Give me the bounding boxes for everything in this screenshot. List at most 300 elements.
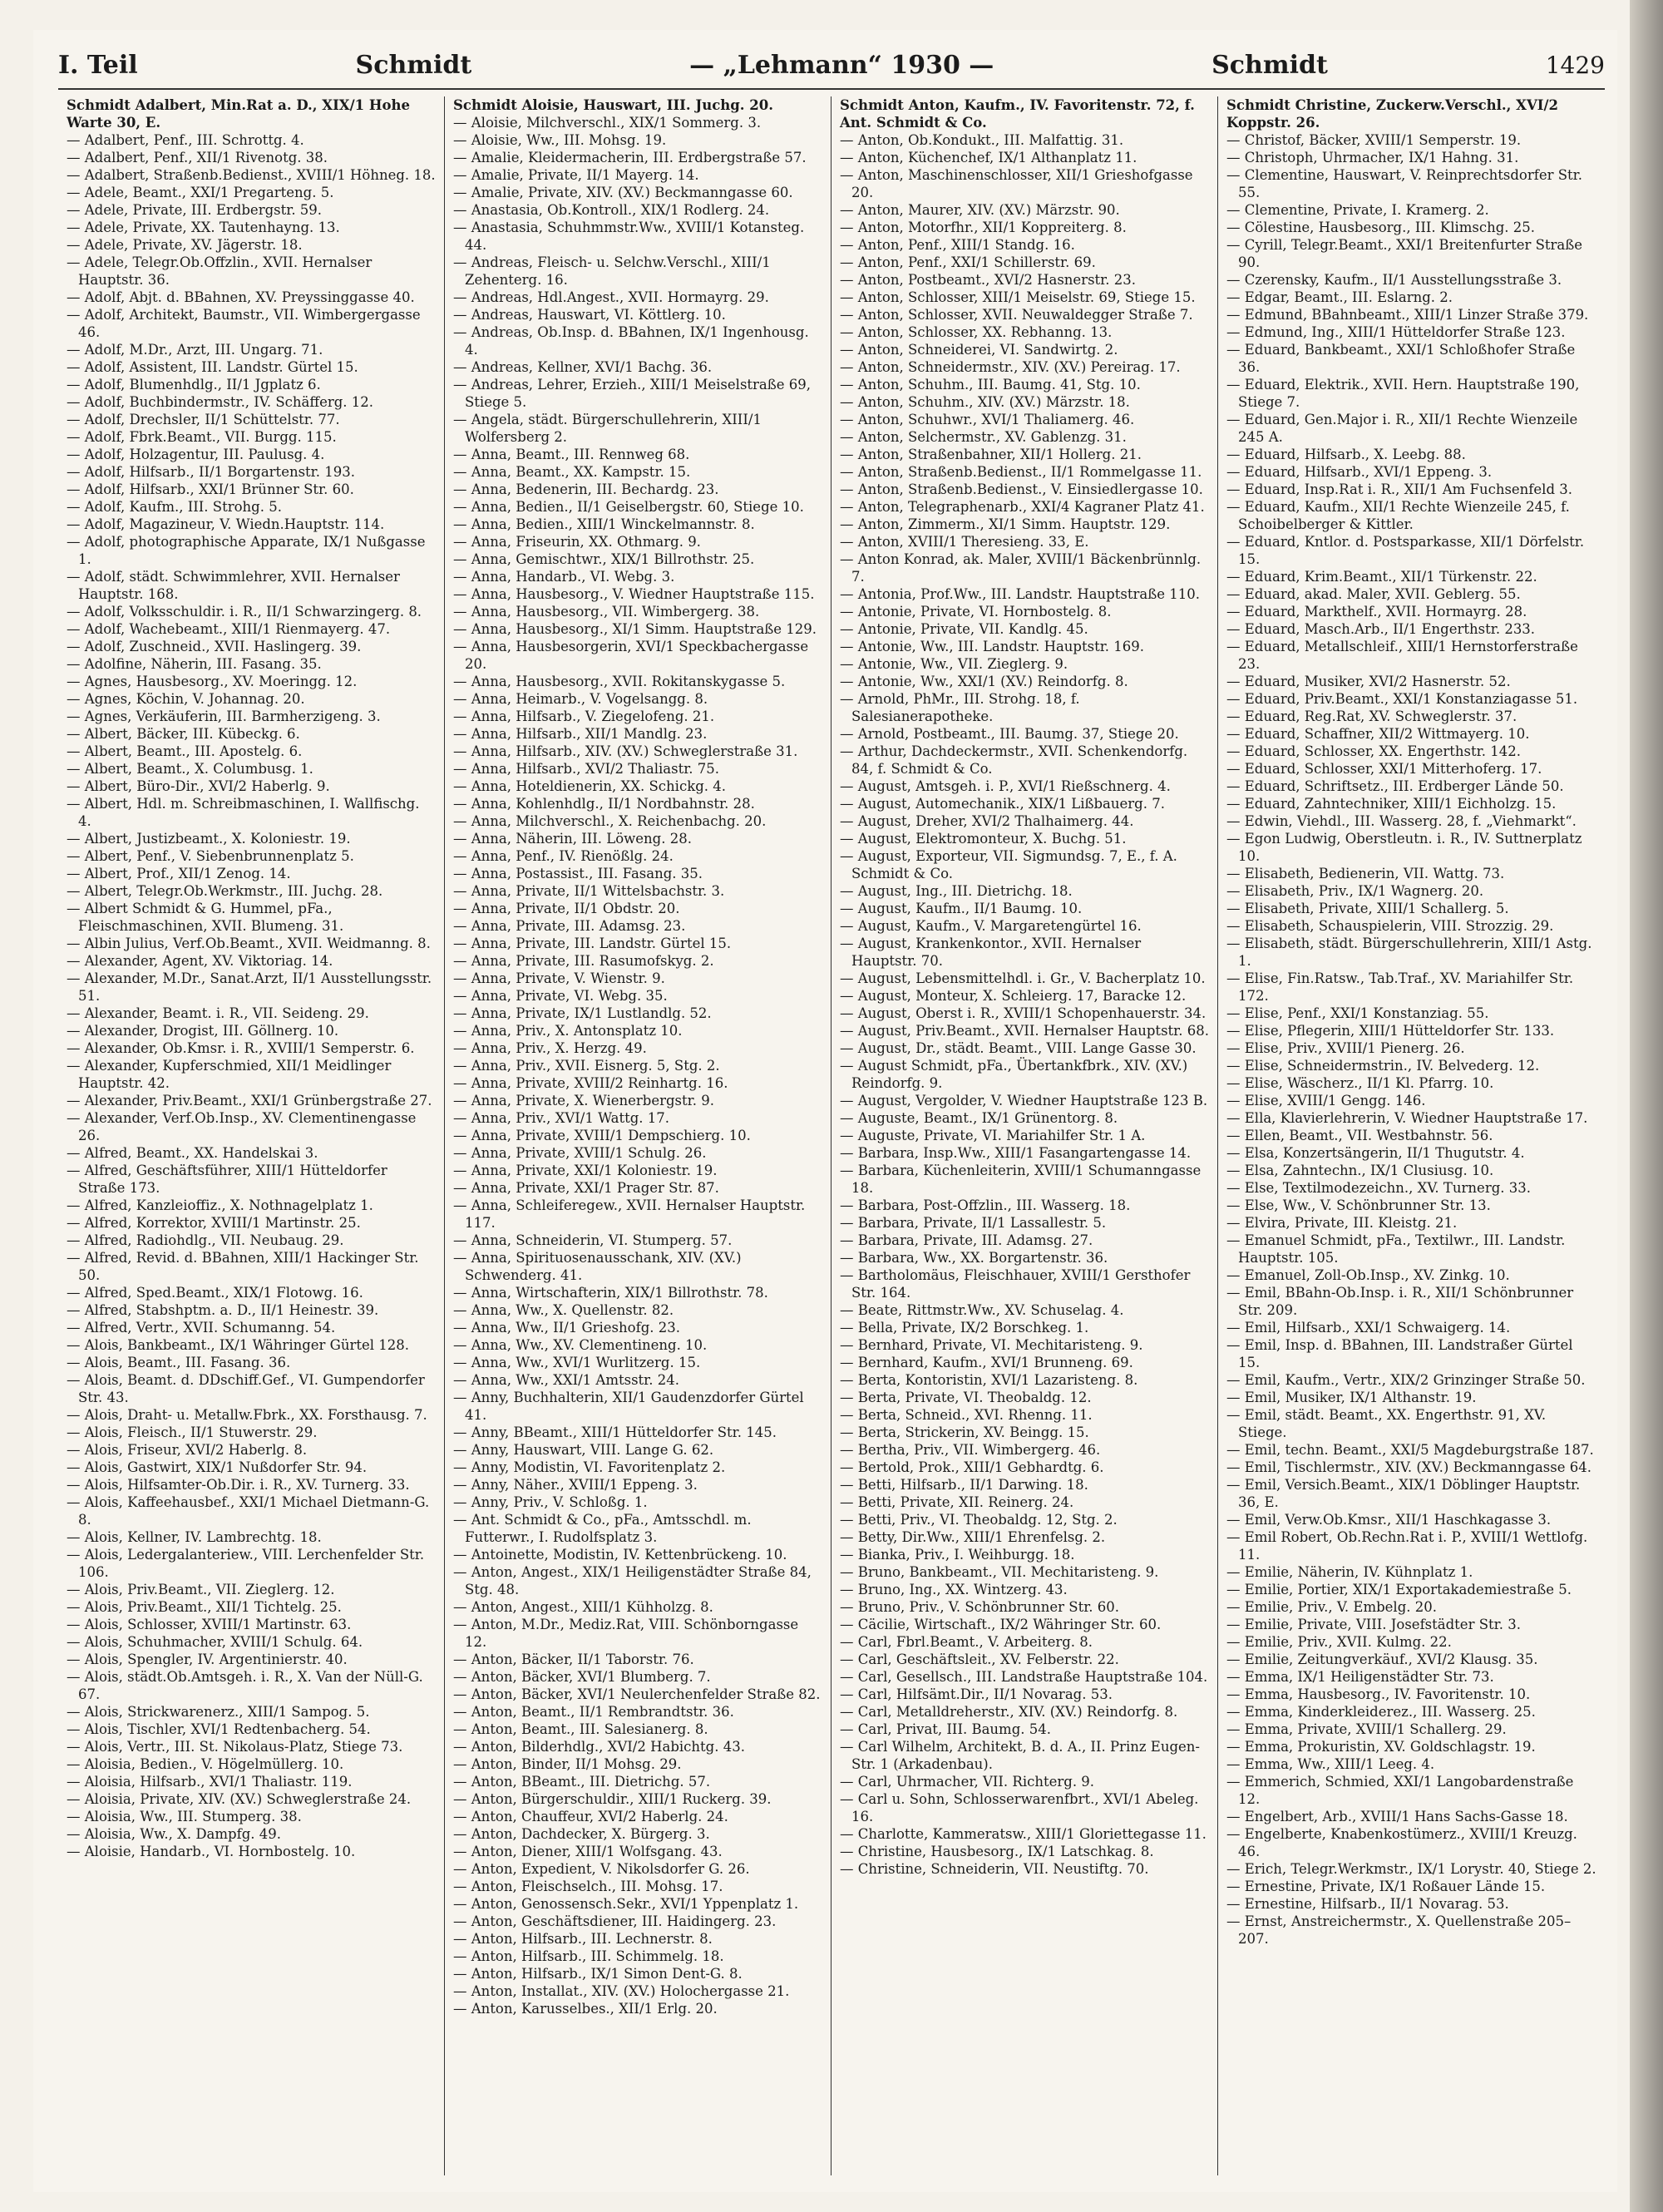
directory-entry: — Anton, Expedient, V. Nikolsdorfer G. 26. (453, 1860, 822, 1878)
directory-entry: — Adolf, Zuschneid., XVII. Haslingerg. 39. (67, 638, 436, 655)
directory-entry: — Anton, Dachdecker, X. Bürgerg. 3. (453, 1825, 822, 1843)
directory-entry: — Anton, M.Dr., Mediz.Rat, VIII. Schönborngasse 12. (453, 1616, 822, 1651)
directory-entry: — Emilie, Zeitungverkäuf., XVI/2 Klausg. 35. (1226, 1651, 1596, 1668)
directory-entry: — Albert, Beamt., X. Columbusg. 1. (67, 760, 436, 778)
directory-entry: — Alfred, Kanzleioffiz., X. Nothnagelplatz 1. (67, 1197, 436, 1214)
directory-entry: — Emil, Verw.Ob.Kmsr., XII/1 Haschkagasse 3. (1226, 1511, 1596, 1528)
directory-entry: — Anna, Private, X. Wienerbergstr. 9. (453, 1092, 822, 1109)
directory-entry: — Anna, Hausbesorg., V. Wiedner Hauptstraße 115. (453, 585, 822, 603)
directory-entry: — Anna, Private, III. Landstr. Gürtel 15. (453, 935, 822, 952)
directory-entry: — Alfred, Beamt., XX. Handelskai 3. (67, 1144, 436, 1162)
directory-entry: — August, Monteur, X. Schleierg. 17, Baracke 12. (840, 987, 1209, 1005)
page-edge-shadow (1630, 0, 1663, 2212)
directory-entry: — Alois, Kellner, IV. Lambrechtg. 18. (67, 1528, 436, 1546)
directory-entry: — Anna, Priv., X. Herzg. 49. (453, 1039, 822, 1057)
directory-entry: — Emil, Versich.Beamt., XIX/1 Döblinger Hauptstr. 36, E. (1226, 1476, 1596, 1511)
directory-entry: — Elisabeth, Priv., IX/1 Wagnerg. 20. (1226, 882, 1596, 900)
directory-entry: — Else, Ww., V. Schönbrunner Str. 13. (1226, 1197, 1596, 1214)
directory-entry: — Anton, Straßenbahner, XII/1 Hollerg. 21. (840, 446, 1209, 463)
directory-entry: — Anton, Fleischselch., III. Mohsg. 17. (453, 1878, 822, 1895)
directory-entry: — Anton, Bäcker, XVI/1 Blumberg. 7. (453, 1668, 822, 1686)
directory-entry: — Eduard, Schriftsetz., III. Erdberger Lände 50. (1226, 778, 1596, 795)
directory-entry: — Bruno, Bankbeamt., VII. Mechitaristeng. 9. (840, 1563, 1209, 1581)
directory-entry: — Berta, Schneid., XVI. Rhenng. 11. (840, 1406, 1209, 1424)
directory-entry: — Alois, Gastwirt, XIX/1 Nußdorfer Str. 94. (67, 1459, 436, 1476)
directory-entry: — Agnes, Köchin, V. Johannag. 20. (67, 690, 436, 708)
directory-entry: — Alfred, Vertr., XVII. Schumanng. 54. (67, 1319, 436, 1336)
directory-entry: — Anna, Private, XVIII/1 Schulg. 26. (453, 1144, 822, 1162)
directory-entry: — Alois, Beamt., III. Fasang. 36. (67, 1354, 436, 1371)
directory-entry: — Elise, Penf., XXI/1 Konstanziag. 55. (1226, 1005, 1596, 1022)
directory-entry: — Bernhard, Private, VI. Mechitaristeng. 9. (840, 1336, 1209, 1354)
directory-entry: — Adele, Telegr.Ob.Offzlin., XVII. Hernalser Hauptstr. 36. (67, 254, 436, 289)
directory-entry: — Anny, Modistin, VI. Favoritenplatz 2. (453, 1459, 822, 1476)
directory-entry: — Anna, Ww., XV. Clementineng. 10. (453, 1336, 822, 1354)
directory-entry: — Adolf, Hilfsarb., II/1 Borgartenstr. 193. (67, 463, 436, 481)
directory-entry: — Anna, Private, XXI/1 Koloniestr. 19. (453, 1162, 822, 1179)
directory-entry: — Bertha, Priv., VII. Wimbergerg. 46. (840, 1441, 1209, 1459)
directory-entry: — Albert, Bäcker, III. Kübeckg. 6. (67, 725, 436, 743)
directory-entry: — Eduard, Schlosser, XX. Engerthstr. 142. (1226, 743, 1596, 760)
directory-entry: — Alexander, Agent, XV. Viktoriag. 14. (67, 952, 436, 970)
directory-entry: — Eduard, akad. Maler, XVII. Geblerg. 55. (1226, 585, 1596, 603)
directory-entry: — Beate, Rittmstr.Ww., XV. Schuselag. 4. (840, 1301, 1209, 1319)
directory-entry: — Albert Schmidt & G. Hummel, pFa., Fleischmaschinen, XVII. Blumeng. 31. (67, 900, 436, 935)
directory-entry: — Antonie, Private, VI. Hornbostelg. 8. (840, 603, 1209, 620)
directory-entry: — Elisabeth, Schauspielerin, VIII. Strozzig. 29. (1226, 917, 1596, 935)
directory-entry: — Auguste, Private, VI. Mariahilfer Str. 1 A. (840, 1127, 1209, 1144)
directory-entry: — Carl, Fbrl.Beamt., V. Arbeiterg. 8. (840, 1633, 1209, 1651)
directory-entry: — Barbara, Ww., XX. Borgartenstr. 36. (840, 1249, 1209, 1266)
directory-entry: — Emma, Kinderkleiderez., III. Wasserg. 25. (1226, 1703, 1596, 1721)
directory-entry: — Antoinette, Modistin, IV. Kettenbrückeng. 10. (453, 1546, 822, 1563)
directory-entry: — Eduard, Bankbeamt., XXI/1 Schloßhofer Straße 36. (1226, 341, 1596, 376)
directory-entry: — August, Kaufm., V. Margaretengürtel 16. (840, 917, 1209, 935)
directory-entry: — Alexander, M.Dr., Sanat.Arzt, II/1 Ausstellungsstr. 51. (67, 970, 436, 1005)
directory-entry: — Anton, Schuhm., III. Baumg. 41, Stg. 10. (840, 376, 1209, 393)
directory-entry: — Anton, Maurer, XIV. (XV.) Märzstr. 90. (840, 201, 1209, 219)
directory-entry: — Emma, IX/1 Heiligenstädter Str. 73. (1226, 1668, 1596, 1686)
directory-entry: — Christoph, Uhrmacher, IX/1 Hahng. 31. (1226, 149, 1596, 166)
directory-entry: — Albert, Justizbeamt., X. Koloniestr. 19. (67, 830, 436, 847)
directory-entry: — Anna, Gemischtwr., XIX/1 Billrothstr. 25. (453, 551, 822, 568)
directory-entry: — Bertold, Prok., XIII/1 Gebhardtg. 6. (840, 1459, 1209, 1476)
directory-entry: — Anton, Hilfsarb., IX/1 Simon Dent-G. 8. (453, 1965, 822, 1982)
directory-entry: — Amalie, Kleidermacherin, III. Erdbergstraße 57. (453, 149, 822, 166)
directory-entry: — Anton, Maschinenschlosser, XII/1 Grieshofgasse 20. (840, 166, 1209, 201)
directory-entry: — Anna, Wirtschafterin, XIX/1 Billrothstr. 78. (453, 1284, 822, 1301)
directory-entry: — Cäcilie, Wirtschaft., IX/2 Währinger Str. 60. (840, 1616, 1209, 1633)
directory-entry: — Anton, Angest., XIX/1 Heiligenstädter Straße 84, Stg. 48. (453, 1563, 822, 1598)
directory-entry: — Adolf, photographische Apparate, IX/1 Nußgasse 1. (67, 533, 436, 568)
directory-entry: — Anton, Angest., XIII/1 Kühholzg. 8. (453, 1598, 822, 1616)
directory-entry: — Egon Ludwig, Oberstleutn. i. R., IV. Suttnerplatz 10. (1226, 830, 1596, 865)
directory-entry: — Alois, Schuhmacher, XVIII/1 Schulg. 64. (67, 1633, 436, 1651)
directory-entry: — Eduard, Hilfsarb., X. Leebg. 88. (1226, 446, 1596, 463)
directory-entry: — Alexander, Beamt. i. R., VII. Seideng. 29. (67, 1005, 436, 1022)
directory-entry: — Anna, Bedien., XIII/1 Winckelmannstr. 8. (453, 516, 822, 533)
directory-entry: — Anton, Schlosser, XIII/1 Meiselstr. 69, Stiege 15. (840, 289, 1209, 306)
directory-entry: — Emilie, Näherin, IV. Kühnplatz 1. (1226, 1563, 1596, 1581)
directory-entry: — Anny, Näher., XVIII/1 Eppeng. 3. (453, 1476, 822, 1494)
directory-entry: — Eduard, Metallschleif., XIII/1 Hernstorferstraße 23. (1226, 638, 1596, 673)
directory-entry: — Alois, Draht- u. Metallw.Fbrk., XX. Forsthausg. 7. (67, 1406, 436, 1424)
directory-entry: — Elvira, Private, III. Kleistg. 21. (1226, 1214, 1596, 1232)
directory-entry: — Antonie, Ww., XXI/1 (XV.) Reindorfg. 8. (840, 673, 1209, 690)
directory-entry: — Betty, Dir.Ww., XIII/1 Ehrenfelsg. 2. (840, 1528, 1209, 1546)
directory-entry: — Eduard, Schaffner, XII/2 Wittmayerg. 10. (1226, 725, 1596, 743)
directory-entry: — Anton, Hilfsarb., III. Lechnerstr. 8. (453, 1930, 822, 1948)
directory-entry: — Adalbert, Straßenb.Bedienst., XVIII/1 Höhneg. 18. (67, 166, 436, 184)
directory-entry: — Anna, Postassist., III. Fasang. 35. (453, 865, 822, 882)
directory-page (33, 30, 1617, 2192)
directory-entry: — Anton, Zimmerm., XI/1 Simm. Hauptstr. 129. (840, 516, 1209, 533)
directory-entry: — Adolf, Wachebeamt., XIII/1 Rienmayerg. 47. (67, 620, 436, 638)
directory-entry: — August, Ing., III. Dietrichg. 18. (840, 882, 1209, 900)
directory-entry: — Bernhard, Kaufm., XVI/1 Brunneng. 69. (840, 1354, 1209, 1371)
page-number: 1429 (1545, 51, 1605, 79)
directory-entry: — Adalbert, Penf., III. Schrottg. 4. (67, 131, 436, 149)
directory-entry: — Anna, Hausbesorgerin, XVI/1 Speckbachergasse 20. (453, 638, 822, 673)
directory-entry: — Alexander, Verf.Ob.Insp., XV. Clementinengasse 26. (67, 1109, 436, 1144)
directory-title: — „Lehmann“ 1930 — (689, 50, 994, 80)
part-label: I. Teil (58, 50, 138, 80)
directory-entry: — Carl u. Sohn, Schlosserwarenfbrt., XVI/1 Abeleg. 16. (840, 1790, 1209, 1825)
directory-entry: — Aloisie, Handarb., VI. Hornbostelg. 10. (67, 1843, 436, 1860)
directory-entry: — Agnes, Hausbesorg., XV. Moeringg. 12. (67, 673, 436, 690)
directory-entry: — Anton, Bäcker, II/1 Taborstr. 76. (453, 1651, 822, 1668)
directory-entry: — Emilie, Portier, XIX/1 Exportakademiestraße 5. (1226, 1581, 1596, 1598)
directory-entry: — Alois, Spengler, IV. Argentinierstr. 40. (67, 1651, 436, 1668)
column-1 (58, 96, 445, 2175)
directory-entry: — Adolf, Fbrk.Beamt., VII. Burgg. 115. (67, 428, 436, 446)
directory-entry: — Anton, Bäcker, XVI/1 Neulerchenfelder Straße 82. (453, 1686, 822, 1703)
directory-entry: — Adolf, Buchbindermstr., IV. Schäfferg. 12. (67, 393, 436, 411)
directory-entry: — Anna, Private, II/1 Wittelsbachstr. 3. (453, 882, 822, 900)
directory-entry: — Andreas, Lehrer, Erzieh., XIII/1 Meiselstraße 69, Stiege 5. (453, 376, 822, 411)
directory-entry: — Engelberte, Knabenkostümerz., XVIII/1 Kreuzg. 46. (1226, 1825, 1596, 1860)
directory-entry: — Amalie, Private, XIV. (XV.) Beckmanngasse 60. (453, 184, 822, 201)
directory-entry: — Anton, Chauffeur, XVI/2 Haberlg. 24. (453, 1808, 822, 1825)
directory-entry: — Albert, Beamt., III. Apostelg. 6. (67, 743, 436, 760)
directory-entry: — Edmund, Ing., XIII/1 Hütteldorfer Straße 123. (1226, 323, 1596, 341)
directory-entry: — Bianka, Priv., I. Weihburgg. 18. (840, 1546, 1209, 1563)
directory-entry: — Adolf, M.Dr., Arzt, III. Ungarg. 71. (67, 341, 436, 358)
directory-entry: — Anton, Beamt., III. Salesianerg. 8. (453, 1721, 822, 1738)
directory-entry: — Anton, BBeamt., III. Dietrichg. 57. (453, 1773, 822, 1790)
directory-entry: Schmidt Adalbert, Min.Rat a. D., XIX/1 Hohe Warte 30, E. (67, 97, 410, 131)
directory-entry: — Elise, Fin.Ratsw., Tab.Traf., XV. Mariahilfer Str. 172. (1226, 970, 1596, 1005)
directory-entry: — Anton, Telegraphenarb., XXI/4 Kagraner Platz 41. (840, 498, 1209, 516)
directory-entry: Schmidt Aloisie, Hauswart, III. Juchg. 20. (453, 97, 773, 113)
directory-entry: — Adalbert, Penf., XII/1 Rivenotg. 38. (67, 149, 436, 166)
directory-entry: — Anton, Binder, II/1 Mohsg. 29. (453, 1755, 822, 1773)
directory-entry: — Agnes, Verkäuferin, III. Barmherzigeng. 3. (67, 708, 436, 725)
directory-entry: — Anna, Beamt., III. Rennweg 68. (453, 446, 822, 463)
directory-entry: — Anton, Installat., XIV. (XV.) Holochergasse 21. (453, 1982, 822, 2000)
directory-entry: — Anton, Penf., XIII/1 Standg. 16. (840, 236, 1209, 254)
directory-entry: — Elise, Wäscherz., II/1 Kl. Pfarrg. 10. (1226, 1074, 1596, 1092)
directory-entry: — Clementine, Hauswart, V. Reinprechtsdorfer Str. 55. (1226, 166, 1596, 201)
directory-entry: — August, Exporteur, VII. Sigmundsg. 7, E., f. A. Schmidt & Co. (840, 847, 1209, 882)
directory-entry: — August, Kaufm., II/1 Baumg. 10. (840, 900, 1209, 917)
directory-entry: — Eduard, Reg.Rat, XV. Schweglerstr. 37. (1226, 708, 1596, 725)
directory-entry: — Emanuel Schmidt, pFa., Textilwr., III. Landstr. Hauptstr. 105. (1226, 1232, 1596, 1266)
directory-entry: — Anton, Schuhm., XIV. (XV.) Märzstr. 18. (840, 393, 1209, 411)
directory-entry: — Barbara, Insp.Ww., XIII/1 Fasangartengasse 14. (840, 1144, 1209, 1162)
directory-entry: — Elsa, Zahntechn., IX/1 Clusiusg. 10. (1226, 1162, 1596, 1179)
directory-entry: — Anna, Priv., XVI/1 Wattg. 17. (453, 1109, 822, 1127)
directory-entry: — Aloisia, Hilfsarb., XVI/1 Thaliastr. 119. (67, 1773, 436, 1790)
right-running-head: Schmidt (1211, 50, 1328, 80)
directory-entry: — Anton, Postbeamt., XVI/2 Hasnerstr. 23. (840, 271, 1209, 289)
directory-entry: — Eduard, Masch.Arb., II/1 Engerthstr. 233. (1226, 620, 1596, 638)
directory-entry: — Barbara, Küchenleiterin, XVIII/1 Schumanngasse 18. (840, 1162, 1209, 1197)
directory-entry: — Betti, Priv., VI. Theobaldg. 12, Stg. 2. (840, 1511, 1209, 1528)
directory-entry: — Adolf, städt. Schwimmlehrer, XVII. Hernalser Hauptstr. 168. (67, 568, 436, 603)
directory-entry: — Emilie, Priv., XVII. Kulmg. 22. (1226, 1633, 1596, 1651)
directory-entry: — Eduard, Zahntechniker, XIII/1 Eichholzg. 15. (1226, 795, 1596, 812)
directory-entry: — Anny, Buchhalterin, XII/1 Gaudenzdorfer Gürtel 41. (453, 1389, 822, 1424)
directory-entry: — Anna, Hausbesorg., XI/1 Simm. Hauptstraße 129. (453, 620, 822, 638)
directory-entry: — Adolf, Volksschuldir. i. R., II/1 Schwarzingerg. 8. (67, 603, 436, 620)
directory-entry: — Alois, städt.Ob.Amtsgeh. i. R., X. Van der Nüll-G. 67. (67, 1668, 436, 1703)
directory-entry: — Alois, Friseur, XVI/2 Haberlg. 8. (67, 1441, 436, 1459)
directory-entry: — Aloisia, Private, XIV. (XV.) Schweglerstraße 24. (67, 1790, 436, 1808)
directory-entry: — Aloisia, Ww., III. Stumperg. 38. (67, 1808, 436, 1825)
directory-entry: — Czerensky, Kaufm., II/1 Ausstellungsstraße 3. (1226, 271, 1596, 289)
directory-entry: — Anna, Private, V. Wienstr. 9. (453, 970, 822, 987)
directory-entry: — August, Priv.Beamt., XVII. Hernalser Hauptstr. 68. (840, 1022, 1209, 1039)
directory-entry: — Eduard, Gen.Major i. R., XII/1 Rechte Wienzeile 245 A. (1226, 411, 1596, 446)
directory-entry: — Eduard, Krim.Beamt., XII/1 Türkenstr. 22. (1226, 568, 1596, 585)
directory-entry: — Elsa, Konzertsängerin, II/1 Thugutstr. 4. (1226, 1144, 1596, 1162)
directory-entry: — Alois, Vertr., III. St. Nikolaus-Platz, Stiege 73. (67, 1738, 436, 1755)
directory-entry: — Eduard, Insp.Rat i. R., XII/1 Am Fuchsenfeld 3. (1226, 481, 1596, 498)
directory-entry: — Anton, Penf., XXI/1 Schillerstr. 69. (840, 254, 1209, 271)
directory-entry: — Emil, Musiker, IX/1 Althanstr. 19. (1226, 1389, 1596, 1406)
directory-entry: — Alfred, Korrektor, XVIII/1 Martinstr. 25. (67, 1214, 436, 1232)
directory-entry: — Adolf, Hilfsarb., XXI/1 Brünner Str. 60. (67, 481, 436, 498)
directory-entry: — Anna, Hilfsarb., XII/1 Mandlg. 23. (453, 725, 822, 743)
directory-entry: — Edwin, Viehdl., III. Wasserg. 28, f. „Viehmarkt“. (1226, 812, 1596, 830)
directory-entry: — Christine, Schneiderin, VII. Neustiftg. 70. (840, 1860, 1209, 1878)
directory-entry: — Emilie, Private, VIII. Josefstädter Str. 3. (1226, 1616, 1596, 1633)
directory-entry: — Anton, Küchenchef, IX/1 Althanplatz 11. (840, 149, 1209, 166)
directory-entry: — Anton, Selchermstr., XV. Gablenzg. 31. (840, 428, 1209, 446)
directory-entry: — Eduard, Musiker, XVI/2 Hasnerstr. 52. (1226, 673, 1596, 690)
directory-entry: — Anna, Kohlenhdlg., II/1 Nordbahnstr. 28. (453, 795, 822, 812)
directory-entry: — Adolf, Drechsler, II/1 Schüttelstr. 77. (67, 411, 436, 428)
directory-entry: — Emil, Insp. d. BBahnen, III. Landstraßer Gürtel 15. (1226, 1336, 1596, 1371)
directory-entry: — Albert, Büro-Dir., XVI/2 Haberlg. 9. (67, 778, 436, 795)
directory-entry: — Alexander, Kupferschmied, XII/1 Meidlinger Hauptstr. 42. (67, 1057, 436, 1092)
directory-entry: — Aloisie, Ww., III. Mohsg. 19. (453, 131, 822, 149)
directory-entry: — August, Automechanik., XIX/1 Lißbauerg. 7. (840, 795, 1209, 812)
directory-entry: — Anna, Hilfsarb., V. Ziegelofeng. 21. (453, 708, 822, 725)
directory-entry: — Anastasia, Schuhmmstr.Ww., XVIII/1 Kotansteg. 44. (453, 219, 822, 254)
directory-entry: — Bruno, Priv., V. Schönbrunner Str. 60. (840, 1598, 1209, 1616)
directory-entry: — Albin Julius, Verf.Ob.Beamt., XVII. Weidmanng. 8. (67, 935, 436, 952)
directory-entry: — Alois, Beamt. d. DDschiff.Gef., VI. Gumpendorfer Str. 43. (67, 1371, 436, 1406)
directory-entry: — Andreas, Ob.Insp. d. BBahnen, IX/1 Ingenhousg. 4. (453, 323, 822, 358)
directory-entry: — Bartholomäus, Fleischhauer, XVIII/1 Gersthofer Str. 164. (840, 1266, 1209, 1301)
directory-entry: — Auguste, Beamt., IX/1 Grünentorg. 8. (840, 1109, 1209, 1127)
directory-entry: — Adolf, Magazineur, V. Wiedn.Hauptstr. 114. (67, 516, 436, 533)
directory-entry: — Anna, Private, VI. Webg. 35. (453, 987, 822, 1005)
directory-entry: — Anton, Straßenb.Bedienst., II/1 Rommelgasse 11. (840, 463, 1209, 481)
directory-entry: — Adolf, Abjt. d. BBahnen, XV. Preyssinggasse 40. (67, 289, 436, 306)
directory-entry: — Ella, Klavierlehrerin, V. Wiedner Hauptstraße 17. (1226, 1109, 1596, 1127)
directory-entry: — Anna, Hausbesorg., VII. Wimbergerg. 38. (453, 603, 822, 620)
directory-entry: — Alfred, Stabshptm. a. D., II/1 Heinestr. 39. (67, 1301, 436, 1319)
directory-entry: — August, Vergolder, V. Wiedner Hauptstraße 123 B. (840, 1092, 1209, 1109)
directory-entry: — Alois, Strickwarenerz., XIII/1 Sampog. 5. (67, 1703, 436, 1721)
directory-entry: — Emma, Prokuristin, XV. Goldschlagstr. 19. (1226, 1738, 1596, 1755)
directory-entry: — Clementine, Private, I. Kramerg. 2. (1226, 201, 1596, 219)
directory-entry: — Anna, Private, IX/1 Lustlandlg. 52. (453, 1005, 822, 1022)
directory-entry: — Antonie, Ww., VII. Zieglerg. 9. (840, 655, 1209, 673)
directory-entry: — Anton, Hilfsarb., III. Schimmelg. 18. (453, 1948, 822, 1965)
directory-entry: — Alexander, Ob.Kmsr. i. R., XVIII/1 Semperstr. 6. (67, 1039, 436, 1057)
directory-entry: — Adolf, Holzagentur, III. Paulusg. 4. (67, 446, 436, 463)
directory-entry: — Alois, Hilfsamter-Ob.Dir. i. R., XV. Turnerg. 33. (67, 1476, 436, 1494)
directory-entry: — Anton, Bürgerschuldir., XIII/1 Ruckerg. 39. (453, 1790, 822, 1808)
directory-entry: — Emil, Hilfsarb., XXI/1 Schwaigerg. 14. (1226, 1319, 1596, 1336)
directory-entry: — Bruno, Ing., XX. Wintzerg. 43. (840, 1581, 1209, 1598)
directory-entry: — Anna, Private, XVIII/1 Dempschierg. 10. (453, 1127, 822, 1144)
directory-entry: — Ernestine, Hilfsarb., II/1 Novarag. 53. (1226, 1895, 1596, 1913)
directory-entry: — Adolfine, Näherin, III. Fasang. 35. (67, 655, 436, 673)
directory-entry: — Anna, Ww., XXI/1 Amtsstr. 24. (453, 1371, 822, 1389)
column-3 (832, 96, 1218, 2175)
directory-entry: — Alois, Fleisch., II/1 Stuwerstr. 29. (67, 1424, 436, 1441)
directory-entry: — Elise, Schneidermstrin., IV. Belvederg. 12. (1226, 1057, 1596, 1074)
left-running-head: Schmidt (355, 50, 472, 80)
directory-entry: — Eduard, Kaufm., XII/1 Rechte Wienzeile 245, f. Schoibelberger & Kittler. (1226, 498, 1596, 533)
directory-entry: — Anton, Geschäftsdiener, III. Haidingerg. 23. (453, 1913, 822, 1930)
directory-entry: — Eduard, Priv.Beamt., XXI/1 Konstanziagasse 51. (1226, 690, 1596, 708)
directory-entry: — Alois, Priv.Beamt., VII. Zieglerg. 12. (67, 1581, 436, 1598)
directory-entry: — Carl Wilhelm, Architekt, B. d. A., II. Prinz Eugen-Str. 1 (Arkadenbau). (840, 1738, 1209, 1773)
directory-entry: — Ernestine, Private, IX/1 Roßauer Lände 15. (1226, 1878, 1596, 1895)
directory-entry: — Elise, XVIII/1 Gengg. 146. (1226, 1092, 1596, 1109)
directory-entry: — Edmund, BBahnbeamt., XIII/1 Linzer Straße 379. (1226, 306, 1596, 323)
directory-entry: — Anna, Bedien., II/1 Geiselbergstr. 60, Stiege 10. (453, 498, 822, 516)
directory-entry: — Anna, Private, II/1 Obdstr. 20. (453, 900, 822, 917)
directory-entry: — Emma, Hausbesorg., IV. Favoritenstr. 10. (1226, 1686, 1596, 1703)
directory-entry: — Alois, Priv.Beamt., XII/1 Tichtelg. 25. (67, 1598, 436, 1616)
directory-entry: — Eduard, Markthelf., XVII. Hormayrg. 28. (1226, 603, 1596, 620)
directory-entry: — Anna, Schleiferegew., XVII. Hernalser Hauptstr. 117. (453, 1197, 822, 1232)
directory-entry: — Arnold, PhMr., III. Strohg. 18, f. Salesianerapotheke. (840, 690, 1209, 725)
directory-entry: — Anna, Private, XXI/1 Prager Str. 87. (453, 1179, 822, 1197)
directory-entry: — Angela, städt. Bürgerschullehrerin, XIII/1 Wolfersberg 2. (453, 411, 822, 446)
directory-entry: — Cyrill, Telegr.Beamt., XXI/1 Breitenfurter Straße 90. (1226, 236, 1596, 271)
directory-entry: — Amalie, Private, II/1 Mayerg. 14. (453, 166, 822, 184)
directory-entry: — Anna, Hilfsarb., XIV. (XV.) Schweglerstraße 31. (453, 743, 822, 760)
page-header (58, 42, 1605, 90)
directory-entry: — Barbara, Post-Offzlin., III. Wasserg. 18. (840, 1197, 1209, 1214)
directory-entry: — Elisabeth, städt. Bürgerschullehrerin, XIII/1 Astg. 1. (1226, 935, 1596, 970)
directory-entry: — Alois, Kaffeehausbef., XXI/1 Michael Dietmann-G. 8. (67, 1494, 436, 1528)
directory-entry: — Aloisie, Milchverschl., XIX/1 Sommerg. 3. (453, 114, 822, 131)
directory-entry: — Anna, Heimarb., V. Vogelsangg. 8. (453, 690, 822, 708)
directory-entry: — Erich, Telegr.Werkmstr., IX/1 Lorystr. 40, Stiege 2. (1226, 1860, 1596, 1878)
column-2 (445, 96, 832, 2175)
directory-entry: — Ernst, Anstreichermstr., X. Quellenstraße 205–207. (1226, 1913, 1596, 1948)
directory-entry: — Anton, Schlosser, XX. Rebhanng. 13. (840, 323, 1209, 341)
directory-entry: — Anny, Priv., V. Schloßg. 1. (453, 1494, 822, 1511)
directory-entry: — Anna, Penf., IV. Rienößlg. 24. (453, 847, 822, 865)
directory-entry: — Anna, Ww., II/1 Grieshofg. 23. (453, 1319, 822, 1336)
directory-entry: — Elisabeth, Private, XIII/1 Schallerg. 5. (1226, 900, 1596, 917)
directory-entry: — Albert, Penf., V. Siebenbrunnenplatz 5. (67, 847, 436, 865)
directory-entry: — Adolf, Assistent, III. Landstr. Gürtel 15. (67, 358, 436, 376)
directory-entry: — Adele, Private, XX. Tautenhayng. 13. (67, 219, 436, 236)
directory-entry: — Alexander, Priv.Beamt., XXI/1 Grünbergstraße 27. (67, 1092, 436, 1109)
directory-entry: — Alfred, Sped.Beamt., XIX/1 Flotowg. 16. (67, 1284, 436, 1301)
directory-entry: — Elisabeth, Bedienerin, VII. Wattg. 73. (1226, 865, 1596, 882)
directory-entry: — Albert, Hdl. m. Schreibmaschinen, I. Wallfischg. 4. (67, 795, 436, 830)
directory-entry: Schmidt Christine, Zuckerw.Verschl., XVI/2 Koppstr. 26. (1226, 97, 1558, 131)
directory-entry: — Alois, Schlosser, XVIII/1 Martinstr. 63. (67, 1616, 436, 1633)
directory-entry: — Carl, Privat, III. Baumg. 54. (840, 1721, 1209, 1738)
directory-entry: — Anny, BBeamt., XIII/1 Hütteldorfer Str. 145. (453, 1424, 822, 1441)
directory-entry: — Anton, Karusselbes., XII/1 Erlg. 20. (453, 2000, 822, 2017)
directory-entry: — Christine, Hausbesorg., IX/1 Latschkag. 8. (840, 1843, 1209, 1860)
directory-entry: — Anton, Beamt., II/1 Rembrandtstr. 36. (453, 1703, 822, 1721)
directory-entry: — Anton, XVIII/1 Theresieng. 33, E. (840, 533, 1209, 551)
directory-entry: — Alois, Bankbeamt., IX/1 Währinger Gürtel 128. (67, 1336, 436, 1354)
directory-entry: — Anton, Straßenb.Bedienst., V. Einsiedlergasse 10. (840, 481, 1209, 498)
directory-entry: — Anna, Hilfsarb., XVI/2 Thaliastr. 75. (453, 760, 822, 778)
directory-entry: — Antonie, Ww., III. Landstr. Hauptstr. 169. (840, 638, 1209, 655)
directory-entry: — Emanuel, Zoll-Ob.Insp., XV. Zinkg. 10. (1226, 1266, 1596, 1284)
directory-entry: — Anna, Private, III. Adamsg. 23. (453, 917, 822, 935)
directory-entry: — Andreas, Fleisch- u. Selchw.Verschl., XIII/1 Zehenterg. 16. (453, 254, 822, 289)
directory-entry: — Carl, Gesellsch., III. Landstraße Hauptstraße 104. (840, 1668, 1209, 1686)
directory-entry: — Anny, Hauswart, VIII. Lange G. 62. (453, 1441, 822, 1459)
directory-entry: — August, Krankenkontor., XVII. Hernalser Hauptstr. 70. (840, 935, 1209, 970)
directory-entry: — Anna, Hoteldienerin, XX. Schickg. 4. (453, 778, 822, 795)
directory-entry: — Anna, Ww., XVI/1 Wurlitzerg. 15. (453, 1354, 822, 1371)
directory-entry: — Antonie, Private, VII. Kandlg. 45. (840, 620, 1209, 638)
directory-entry: — August, Dreher, XVI/2 Thalhaimerg. 44. (840, 812, 1209, 830)
directory-entry: — Emmerich, Schmied, XXI/1 Langobardenstraße 12. (1226, 1773, 1596, 1808)
column-4 (1218, 96, 1605, 2175)
directory-entry: — Andreas, Hdl.Angest., XVII. Hormayrg. 29. (453, 289, 822, 306)
directory-entry: — Emilie, Priv., V. Embelg. 20. (1226, 1598, 1596, 1616)
directory-entry: — Emma, Ww., XIII/1 Leeg. 4. (1226, 1755, 1596, 1773)
directory-entry: — Anton, Schneiderei, VI. Sandwirtg. 2. (840, 341, 1209, 358)
directory-entry: — Charlotte, Kammeratsw., XIII/1 Gloriettegasse 11. (840, 1825, 1209, 1843)
directory-entry: — Emma, Private, XVIII/1 Schallerg. 29. (1226, 1721, 1596, 1738)
directory-entry: — Carl, Metalldreherstr., XIV. (XV.) Reindorfg. 8. (840, 1703, 1209, 1721)
directory-entry: — Eduard, Kntlor. d. Postsparkasse, XII/1 Dörfelstr. 15. (1226, 533, 1596, 568)
directory-entry: — Eduard, Schlosser, XXI/1 Mitterhoferg. 17. (1226, 760, 1596, 778)
directory-entry: — Alfred, Geschäftsführer, XIII/1 Hütteldorfer Straße 173. (67, 1162, 436, 1197)
directory-entry: — August, Elektromonteur, X. Buchg. 51. (840, 830, 1209, 847)
directory-entry: — Anna, Private, XVIII/2 Reinhartg. 16. (453, 1074, 822, 1092)
directory-entry: — Christof, Bäcker, XVIII/1 Semperstr. 19. (1226, 131, 1596, 149)
directory-entry: — Albert, Prof., XII/1 Zenog. 14. (67, 865, 436, 882)
directory-entry: — Anton Konrad, ak. Maler, XVIII/1 Bäckenbrünnlg. 7. (840, 551, 1209, 585)
directory-entry: — Alois, Tischler, XVI/1 Redtenbacherg. 54. (67, 1721, 436, 1738)
directory-entry: — Anna, Milchverschl., X. Reichenbachg. 20. (453, 812, 822, 830)
directory-entry: — Emil Robert, Ob.Rechn.Rat i. P., XVIII/1 Wettlofg. 11. (1226, 1528, 1596, 1563)
directory-entry: — Anna, Priv., X. Antonsplatz 10. (453, 1022, 822, 1039)
